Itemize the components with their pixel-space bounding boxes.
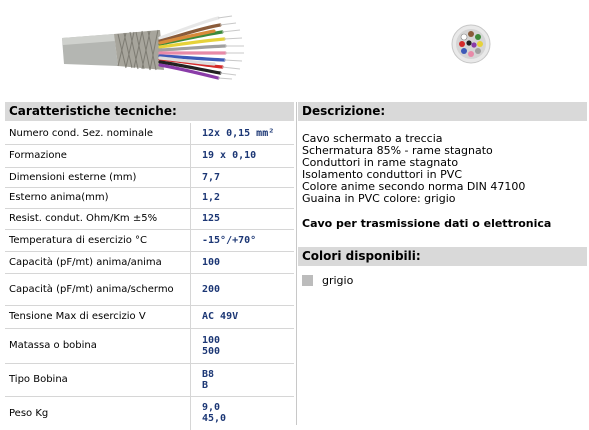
spec-value: -15°/+70° [191,229,295,251]
description-line: Isolamento conduttori in PVC [302,168,462,181]
usage-subtitle: Cavo per trasmissione dati o elettronica [302,217,552,230]
description-line: Schermatura 85% - rame stagnato [302,144,493,157]
spec-label: Dimensioni esterne (mm) [5,167,191,187]
spec-value-line: 100 [202,334,221,346]
spec-label: Resist. condut. Ohm/Km ±5% [5,208,191,229]
table-row [5,273,294,305]
spec-value: 125 [191,208,295,229]
color-option [298,268,587,287]
spec-label: Capacità (pF/mt) anima/anima [5,251,191,273]
table-row [5,187,294,208]
spec-value: 12x 0,15 mm² [191,123,295,144]
description-list [298,123,587,205]
spec-value: 7,7 [191,167,295,187]
table-row [5,208,294,229]
description-header: Descrizione: [298,102,587,121]
table-row [5,167,294,187]
spec-value: 19 x 0,10 [191,144,295,167]
spec-value [191,363,295,396]
spec-label: Tipo Bobina [5,363,191,396]
spec-value: 1,2 [191,187,295,208]
colors-header: Colori disponibili: [298,247,587,266]
table-row [5,251,294,273]
spec-value [191,328,295,363]
table-row [5,229,294,251]
table-row [5,328,294,363]
spec-label: Temperatura di esercizio °C [5,229,191,251]
table-row [5,144,294,167]
spec-value: AC 49V [191,305,295,328]
description-line: Cavo schermato a treccia [302,132,443,145]
spec-value-line: B8 [202,368,215,380]
spec-label: Numero cond. Sez. nominale [5,123,191,144]
color-name: grigio [322,274,354,287]
spec-value-line: 45,0 [202,413,227,425]
spec-label: Tensione Max di esercizio V [5,305,191,328]
color-swatch [302,275,313,286]
spec-value-line: 500 [202,345,221,357]
spec-label: Formazione [5,144,191,167]
description-panel [298,102,587,287]
table-row [5,305,294,328]
spec-value-line: 9,0 [202,402,221,414]
table-row [5,123,294,144]
cable-photo [62,8,264,80]
technical-specs-panel [5,102,294,430]
description-line: Conduttori in rame stagnato [302,156,459,169]
spec-label: Capacità (pF/mt) anima/schermo [5,273,191,305]
description-line: Colore anime secondo norma DIN 47100 [302,180,526,193]
spec-table [5,123,294,430]
technical-specs-header: Caratteristiche tecniche: [5,102,294,121]
spec-value: 200 [191,273,295,305]
cable-cross-section-image [449,15,493,73]
description-line: Guaina in PVC colore: grigio [302,192,456,205]
column-divider [296,102,297,425]
spec-label: Esterno anima(mm) [5,187,191,208]
spec-label: Matassa o bobina [5,328,191,363]
spec-value-line: B [202,379,209,391]
spec-value: 100 [191,251,295,273]
table-row [5,363,294,396]
spec-label: Peso Kg [5,396,191,430]
